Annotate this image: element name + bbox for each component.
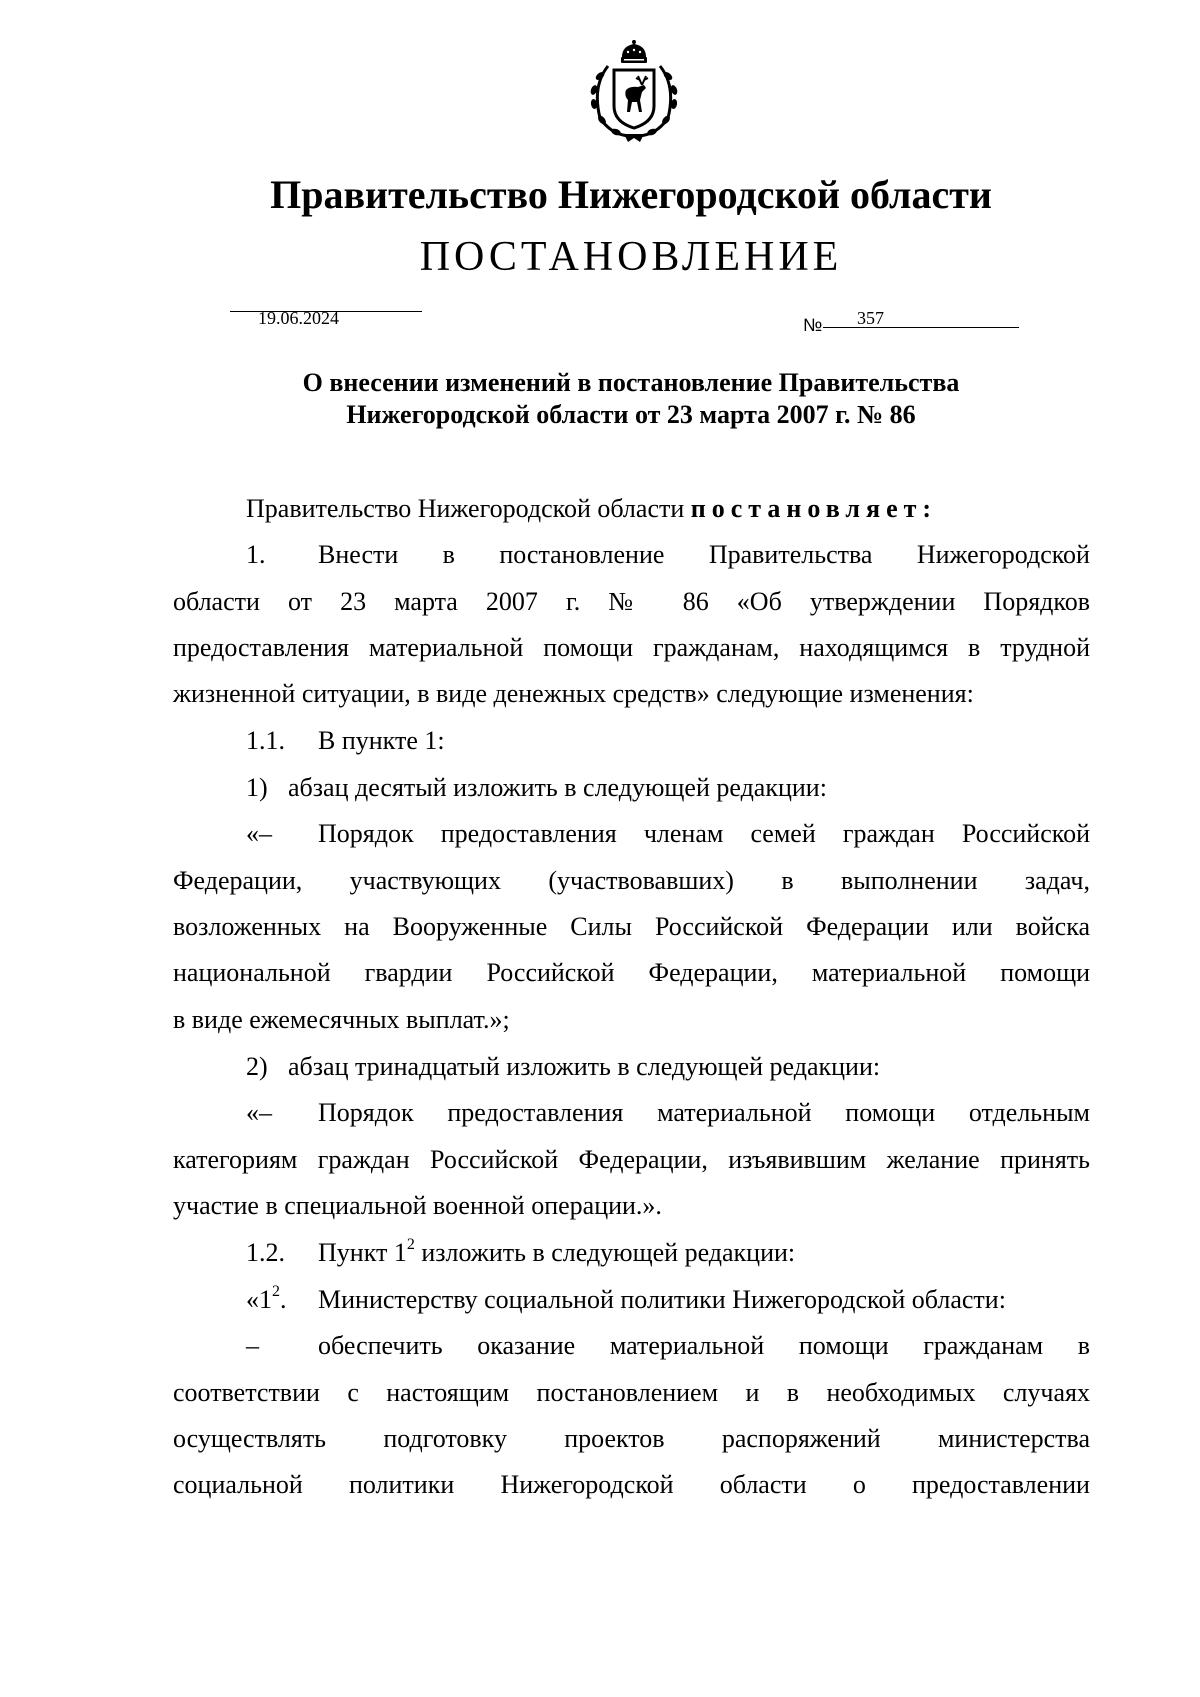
item-2-text: абзац тринадцатый изложить в следующей редакции: xyxy=(288,1052,881,1081)
word: подготовку xyxy=(383,1424,507,1453)
quote-1-line-4: национальной гвардии Российской Федерации, материальной помощи xyxy=(173,958,1090,987)
word: осуществлять xyxy=(173,1424,327,1453)
dash-item-line-3 xyxy=(173,1424,1090,1454)
subparagraph-1-2-text-after: изложить в следующей редакции: xyxy=(414,1238,796,1267)
word: министерства xyxy=(937,1424,1090,1453)
subject-line-2: Нижегородской области от 23 марта 2007 г. № 86 xyxy=(346,400,916,429)
word: Правительства xyxy=(708,540,873,569)
quote-2-line-2: категориям граждан Российской Федерации, изъявившим желание принять xyxy=(173,1145,1090,1174)
preamble-verb: постановляет: xyxy=(690,494,938,523)
item-2-number: 2) xyxy=(246,1052,268,1081)
word: Внести xyxy=(318,540,399,569)
subparagraph-1-2-number: 1.2. xyxy=(246,1238,285,1267)
dash-item-line-1: обеспечить оказание материальной помощи гражданам в xyxy=(318,1331,1090,1360)
subparagraph-1-1-number: 1.1. xyxy=(246,726,285,755)
subparagraph-1-1-text: В пункте 1: xyxy=(318,726,445,755)
number-sign: № xyxy=(803,315,823,335)
number-underline xyxy=(823,327,1019,328)
quote-1-line-1: Порядок предоставления членам семей граждан Российской xyxy=(318,819,1090,848)
subparagraph-1-2-text-before: Пункт 1 xyxy=(318,1238,407,1267)
quote-2-line-1: Порядок предоставления материальной помощи отдельным xyxy=(318,1098,1090,1127)
paragraph-1-line-4: жизненной ситуации, в виде денежных средств» следующие изменения: xyxy=(173,679,974,708)
subparagraph-1-2-text xyxy=(318,1238,795,1268)
word: социальной xyxy=(173,1470,303,1499)
quote-1-line-2: Федерации, участвующих (участвовавших) в выполнении задач, xyxy=(173,866,1090,895)
word: постановление xyxy=(499,540,665,569)
coat-of-arms-emblem xyxy=(578,40,690,144)
word: в xyxy=(442,540,455,569)
nizhny-novgorod-coat-of-arms-icon xyxy=(578,40,690,144)
word: предоставлении xyxy=(912,1470,1090,1499)
point-1-2-label xyxy=(246,1285,287,1315)
preamble xyxy=(246,494,937,524)
dash-item-line-4 xyxy=(173,1470,1090,1500)
word: проектов xyxy=(564,1424,665,1453)
paragraph-number: 1. xyxy=(246,540,266,569)
word: о xyxy=(852,1470,866,1499)
paragraph-1-line-3: предоставления материальной помощи гражданам, находящимся в трудной xyxy=(173,633,1090,662)
organization-title: Правительство Нижегородской области xyxy=(270,172,992,217)
paragraph-1-line-2: области от 23 марта 2007 г. № 86 «Об утверждении Порядков xyxy=(173,587,1090,616)
item-1-number: 1) xyxy=(246,773,268,802)
quote-2-mark: «– xyxy=(246,1098,272,1127)
dash-item-line-2: соответствии с настоящим постановлением и в необходимых случаях xyxy=(173,1378,1090,1407)
word: Нижегородской xyxy=(916,540,1090,569)
point-prefix: «1 xyxy=(246,1285,272,1314)
document-subject xyxy=(0,367,1200,431)
word: политики xyxy=(348,1470,455,1499)
word: Нижегородской xyxy=(500,1470,674,1499)
word: области xyxy=(719,1470,807,1499)
point-1-2-text: Министерству социальной политики Нижегородской области: xyxy=(318,1285,1006,1314)
dash-mark: – xyxy=(246,1331,259,1360)
preamble-text: Правительство Нижегородской области xyxy=(246,494,685,523)
paragraph-1-line-1 xyxy=(246,540,1090,570)
quote-2-line-3: участие в специальной военной операции.». xyxy=(173,1191,662,1220)
document-number: 357 xyxy=(857,308,884,328)
document-date: 19.06.2024 xyxy=(258,308,339,328)
document-type: ПОСТАНОВЛЕНИЕ xyxy=(419,234,843,280)
quote-1-mark: «– xyxy=(246,819,272,848)
point-suffix: . xyxy=(280,1285,287,1314)
superscript: 2 xyxy=(272,1283,280,1301)
item-1-text: абзац десятый изложить в следующей редакции: xyxy=(288,773,827,802)
quote-1-line-3: возложенных на Вооруженные Силы Российской Федерации или войска xyxy=(173,912,1090,941)
quote-1-line-5: в виде ежемесячных выплат.»; xyxy=(173,1005,510,1034)
superscript: 2 xyxy=(406,1236,415,1254)
subject-line-1: О внесении изменений в постановление Правительства xyxy=(302,368,960,397)
paragraph-1-words xyxy=(318,540,1090,570)
word: распоряжений xyxy=(721,1424,881,1453)
